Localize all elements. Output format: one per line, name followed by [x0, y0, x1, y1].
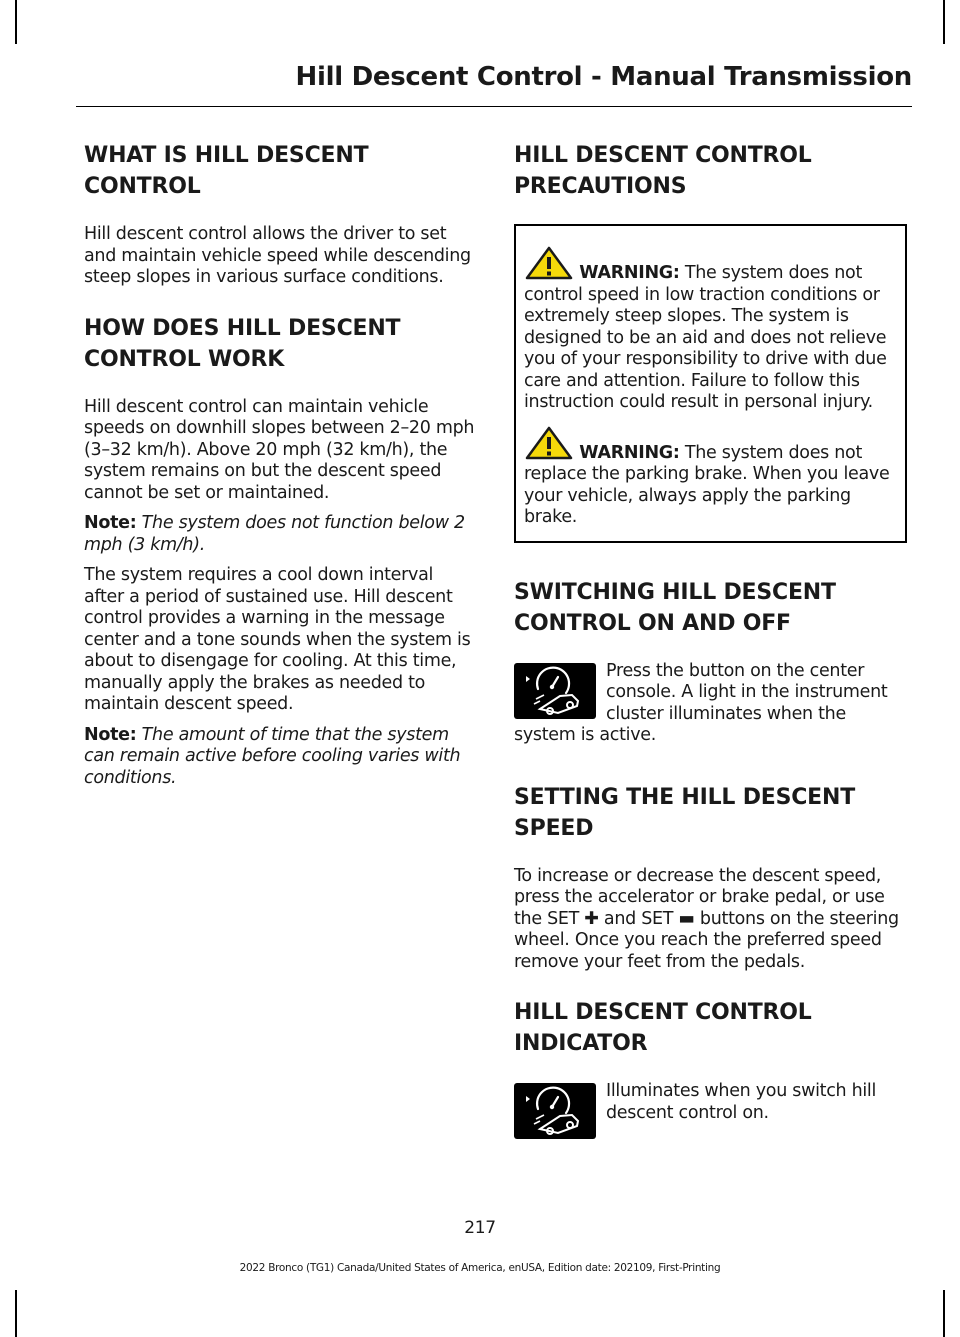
hill-descent-control-icon — [514, 663, 596, 719]
indicator-paragraph — [514, 1081, 907, 1139]
section-heading-switching: SWITCHING HILL DESCENT CONTROL ON AND OFF — [514, 579, 836, 636]
section-heading-how-does: HOW DOES HILL DESCENT CONTROL WORK — [84, 315, 401, 372]
warning-label: WARNING: — [579, 442, 680, 463]
note-label: Note: — [84, 513, 137, 533]
right-column — [514, 140, 907, 1165]
indicator-body: Illuminates when you switch hill descent control on. — [606, 1081, 877, 1123]
warning-label: WARNING: — [579, 263, 680, 283]
how-does-body: Hill descent control can maintain vehicle speeds on downhill slopes between 2–20 mph (3–32 km/h). Above 20 mph (32 km/h), the system remains on but the descent speed cannot be set or maintained. — [84, 396, 475, 503]
note-text: The amount of time that the system can remain active before cooling varies with conditions. — [84, 724, 461, 788]
crop-mark — [943, 1290, 945, 1337]
warning-text: The system does not replace the parking brake. When you leave your vehicle, always apply the parking brake. — [524, 442, 890, 527]
switching-body: Press the button on the center console. A light in the instrument cluster illuminates when the system is active. — [514, 660, 888, 745]
crop-mark — [15, 1290, 17, 1337]
cool-down-body: The system requires a cool down interval after a period of sustained use. Hill descent control provides a warning in the message center and a tone sounds when the system is about to disengage for cooling. At this time, manually apply the brakes as needed to maintain descent speed. — [84, 565, 471, 714]
warning-paragraph — [524, 426, 897, 529]
note-text: The system does not function below 2 mph (3 km/h). — [84, 513, 465, 555]
crop-mark — [15, 0, 17, 44]
note-label: Note: — [84, 724, 137, 745]
edition-footer: 2022 Bronco (TG1) Canada/United States of America, enUSA, Edition date: 202109, First-Printing — [239, 1262, 721, 1274]
warning-text: The system does not control speed in low traction conditions or extremely steep slopes. The system is designed to be an aid and does not relieve you of your responsibility to drive with due care and attention. Failure to follow this instruction could result in personal injury. — [524, 263, 887, 412]
warning-triangle-icon — [524, 246, 574, 280]
left-column — [84, 140, 476, 798]
warning-box — [514, 224, 907, 543]
warning-paragraph — [524, 246, 897, 414]
page-number: 217 — [464, 1218, 496, 1238]
note-paragraph — [84, 513, 476, 556]
crop-mark — [943, 0, 945, 44]
title-divider — [76, 106, 912, 107]
what-is-body: Hill descent control allows the driver to set and maintain vehicle speed while descending steep slopes in various surface conditions. — [84, 224, 471, 287]
switching-paragraph — [514, 661, 907, 756]
hill-descent-control-icon — [514, 1083, 596, 1139]
section-heading-what-is: WHAT IS HILL DESCENT CONTROL — [84, 143, 369, 199]
section-heading-setting: SETTING THE HILL DESCENT SPEED — [514, 784, 856, 841]
warning-triangle-icon — [524, 426, 574, 460]
section-heading-indicator: HILL DESCENT CONTROL INDICATOR — [514, 1000, 812, 1056]
section-heading-precautions: HILL DESCENT CONTROL PRECAUTIONS — [514, 143, 812, 199]
note-paragraph — [84, 725, 476, 790]
setting-body: To increase or decrease the descent speed, press the accelerator or brake pedal, or use the SET ✚ and SET ▬ buttons on the steering wheel. Once you reach the preferred speed remove your feet from the pedals. — [514, 865, 899, 972]
page-title: Hill Descent Control - Manual Transmission — [295, 62, 912, 92]
